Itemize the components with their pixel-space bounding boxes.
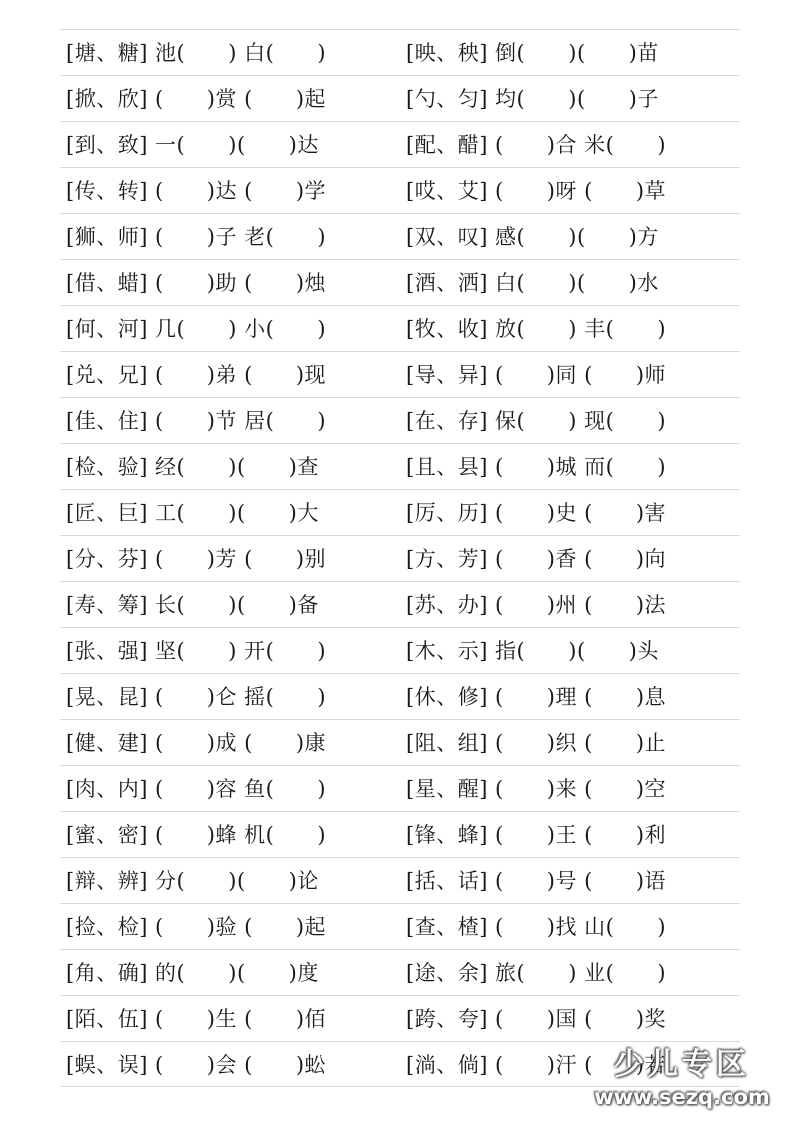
exercise-right: [哎、艾] ( )呀 ( )草 (406, 179, 667, 203)
watermark-url: www.sezq.com (594, 1085, 770, 1109)
exercise-right: [勺、匀] 均( )( )子 (406, 87, 659, 111)
exercise-left: [掀、欣] ( )赏 ( )起 (66, 87, 327, 111)
exercise-right: [休、修] ( )理 ( )息 (406, 685, 667, 709)
exercise-row (60, 213, 740, 259)
exercise-left: [健、建] ( )成 ( )康 (66, 731, 327, 755)
exercise-left: [辩、辨] 分( )( )论 (66, 869, 319, 893)
exercise-left: [何、河] 几( ) 小( ) (66, 317, 327, 341)
exercise-right: [厉、历] ( )史 ( )害 (406, 501, 667, 525)
exercise-right: [跨、夸] ( )国 ( )奖 (406, 1007, 667, 1031)
exercise-left: [佳、住] ( )节 居( ) (66, 409, 327, 433)
exercise-right: [星、醒] ( )来 ( )空 (406, 777, 667, 801)
exercise-left: [寿、筹] 长( )( )备 (66, 593, 319, 617)
watermark-title: 少儿专区 (614, 1047, 750, 1082)
exercise-right: [木、示] 指( )( )头 (406, 639, 659, 663)
exercise-row (60, 443, 740, 489)
exercise-left: [兑、兄] ( )弟 ( )现 (66, 363, 327, 387)
exercise-left: [借、蜡] ( )助 ( )烛 (66, 271, 327, 295)
exercise-left: [匠、巨] 工( )( )大 (66, 501, 319, 525)
exercise-row (60, 489, 740, 535)
exercise-row (60, 673, 740, 719)
exercise-right: [淌、倘] ( )汗 ( )若 (406, 1053, 667, 1077)
exercise-right: [配、醋] ( )合 米( ) (406, 133, 667, 157)
exercise-row (60, 765, 740, 811)
exercise-row (60, 719, 740, 765)
exercise-row (60, 535, 740, 581)
exercise-right: [查、楂] ( )找 山( ) (406, 915, 667, 939)
exercise-row (60, 397, 740, 443)
exercise-left: [捡、检] ( )验 ( )起 (66, 915, 327, 939)
exercise-left: [蜈、误] ( )会 ( )蚣 (66, 1053, 327, 1077)
exercise-row (60, 581, 740, 627)
exercise-right: [映、秧] 倒( )( )苗 (406, 41, 659, 65)
exercise-row (60, 857, 740, 903)
exercise-right: [途、余] 旅( ) 业( ) (406, 961, 667, 985)
exercise-row (60, 75, 740, 121)
exercise-right: [方、芳] ( )香 ( )向 (406, 547, 667, 571)
exercise-left: [蜜、密] ( )蜂 机( ) (66, 823, 327, 847)
exercise-row (60, 627, 740, 673)
exercise-left: [分、芬] ( )芳 ( )别 (66, 547, 327, 571)
exercise-row (60, 29, 740, 75)
exercise-left: [肉、内] ( )容 鱼( ) (66, 777, 327, 801)
exercise-right: [酒、洒] 白( )( )水 (406, 271, 659, 295)
exercise-right: [锋、蜂] ( )王 ( )利 (406, 823, 667, 847)
exercise-right: [双、叹] 感( )( )方 (406, 225, 659, 249)
exercise-right: [苏、办] ( )州 ( )法 (406, 593, 667, 617)
exercise-right: [在、存] 保( ) 现( ) (406, 409, 667, 433)
exercise-left: [角、确] 的( )( )度 (66, 961, 319, 985)
exercise-row (60, 167, 740, 213)
exercise-row (60, 949, 740, 995)
exercise-left: [狮、师] ( )子 老( ) (66, 225, 327, 249)
exercise-row (60, 995, 740, 1041)
exercise-row (60, 903, 740, 949)
exercise-right: [括、话] ( )号 ( )语 (406, 869, 667, 893)
exercise-left: [塘、糖] 池( ) 白( ) (66, 41, 327, 65)
exercise-left: [传、转] ( )达 ( )学 (66, 179, 327, 203)
exercise-right: [牧、收] 放( ) 丰( ) (406, 317, 667, 341)
exercise-row (60, 305, 740, 351)
exercise-row (60, 351, 740, 397)
exercise-left: [晃、昆] ( )仑 摇( ) (66, 685, 327, 709)
exercise-left: [到、致] 一( )( )达 (66, 133, 319, 157)
exercise-row (60, 811, 740, 857)
exercise-row (60, 121, 740, 167)
exercise-row (60, 1041, 740, 1087)
exercise-right: [导、异] ( )同 ( )师 (406, 363, 667, 387)
exercise-row (60, 259, 740, 305)
exercise-sheet (60, 29, 740, 1087)
exercise-left: [检、验] 经( )( )查 (66, 455, 319, 479)
exercise-left: [陌、伍] ( )生 ( )佰 (66, 1007, 327, 1031)
exercise-right: [阻、组] ( )织 ( )止 (406, 731, 667, 755)
exercise-left: [张、强] 坚( ) 开( ) (66, 639, 327, 663)
exercise-right: [且、县] ( )城 而( ) (406, 455, 667, 479)
